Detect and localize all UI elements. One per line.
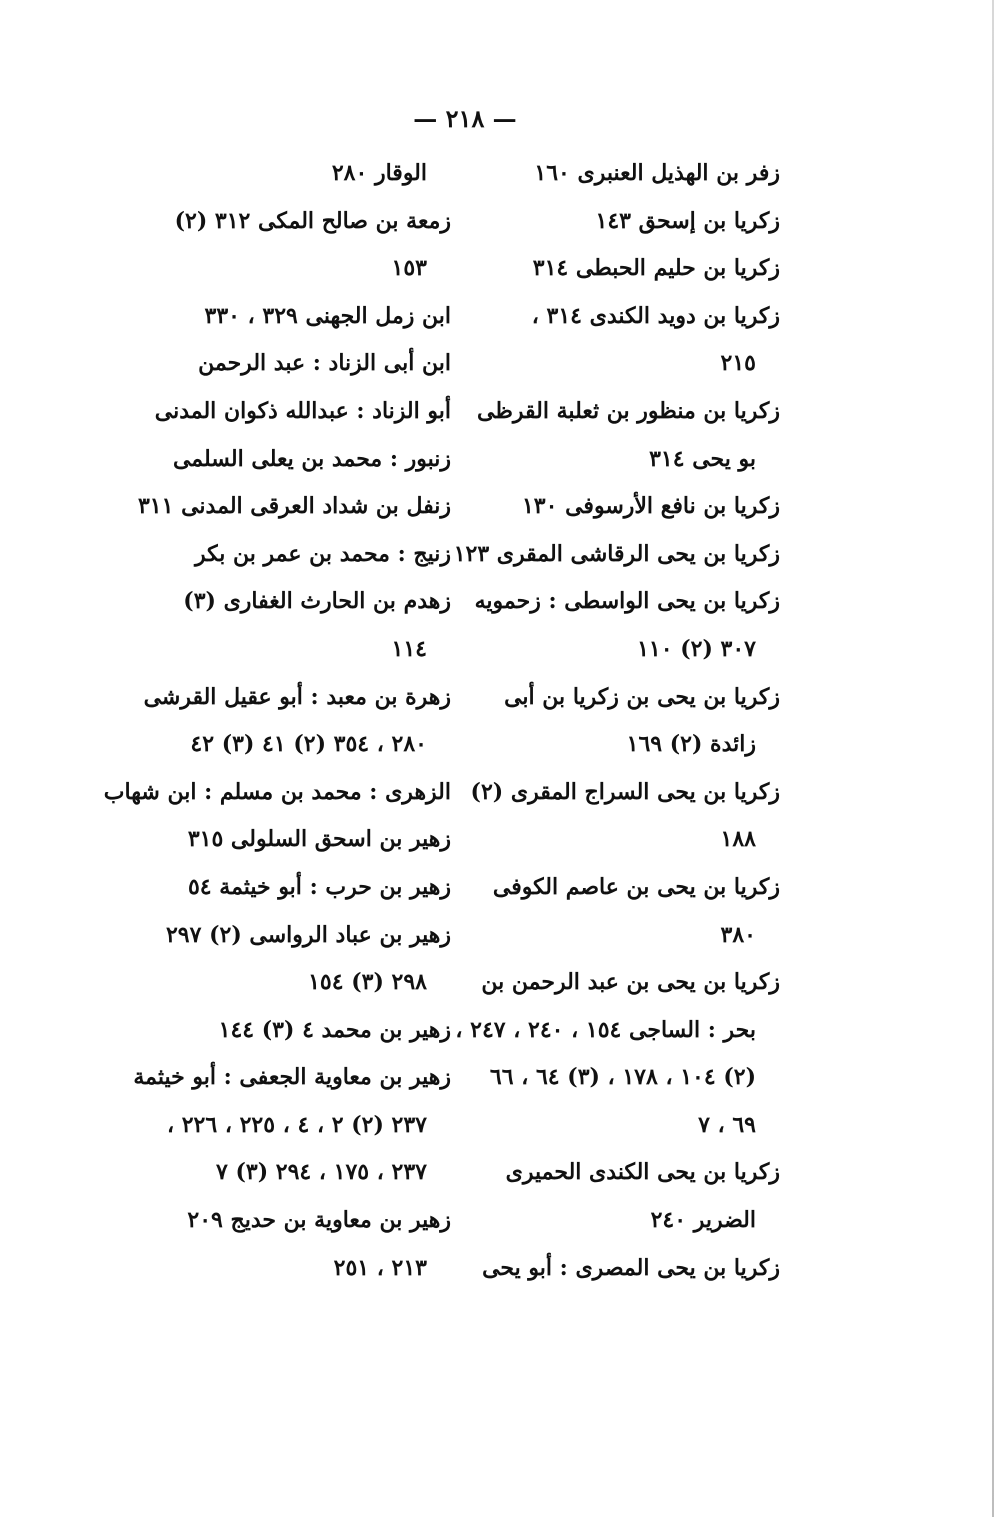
- index-entry-line: زكريا بن يحى المصرى : أبو يحى: [482, 1254, 780, 1281]
- index-entry-line: ٢٨٠ ، ٣٥٤ (٢) ٤١ (٣) ٤٢: [190, 731, 427, 758]
- index-entry-line: زهرة بن معبد : أبو عقيل القرشى: [143, 683, 451, 710]
- index-entry-line: ٢٩٨ (٣) ١٥٤: [308, 969, 427, 996]
- index-entry-line: ٢١٥: [720, 350, 756, 377]
- index-column-left: [103, 150, 451, 1292]
- index-entry-line: ٢٣٧ (٢) ٢ ، ٤ ، ٢٢٥ ، ٢٢٦ ،: [166, 1111, 427, 1138]
- index-entry-line: ٣٨٠: [720, 921, 756, 948]
- index-entry-line: زكريا بن منظور بن ثعلبة القرظى: [477, 397, 780, 424]
- index-entry-line: زفر بن الهذيل العنبرى ١٦٠: [534, 160, 780, 186]
- index-entry-line: زائدة (٢) ١٦٩: [626, 731, 756, 758]
- index-entry-line: زهير بن معاوية بن حديج ٢٠٩: [187, 1207, 451, 1234]
- index-entry-line: زكريا بن إسحق ١٤٣: [595, 207, 780, 234]
- index-entry-line: ٦٩ ، ٧: [698, 1111, 756, 1138]
- index-entry-line: زهير بن عباد الرواسى (٢) ٢٩٧: [165, 921, 451, 948]
- page-number: — ٢١٨ —: [413, 104, 517, 133]
- index-entry-line: زنبور : محمد بن يعلى السلمى: [172, 445, 451, 472]
- index-column-right: [453, 150, 780, 1292]
- index-entry-line: بو يحى ٣١٤: [649, 445, 756, 472]
- index-entry-line: زكريا بن يحى السراج المقرى (٢): [470, 778, 780, 805]
- index-entry-line: زكريا بن حليم الحبطى ٣١٤: [532, 255, 780, 282]
- index-entry-line: زهير بن محمد ٤ (٣) ١٤٤: [218, 1016, 451, 1043]
- index-entry-line: زكريا بن يحى بن زكريا بن أبى: [504, 683, 780, 710]
- index-entry-line: زكريا بن يحى بن عبد الرحمن بن: [481, 969, 780, 996]
- index-entry-line: زكريا بن يحى بن عاصم الكوفى: [492, 873, 780, 900]
- index-entry-line: زمعة بن صالح المكى ٣١٢ (٢): [174, 207, 451, 234]
- index-entry-line: زكريا بن يحى الرقاشى المقرى ١٢٣: [453, 540, 780, 567]
- index-entry-line: الزهرى : محمد بن مسلم : ابن شهاب: [103, 778, 451, 805]
- index-entry-line: (٢) ١٠٤ ، ١٧٨ ، (٣) ٦٤ ، ٦٦: [489, 1064, 756, 1091]
- index-entry-line: ٢٣٧ ، ١٧٥ ، ٢٩٤ (٣) ٧: [215, 1159, 427, 1186]
- index-entry-line: زكريا بن يحى الكندى الحميرى: [505, 1159, 780, 1186]
- index-entry-line: زهير بن حرب : أبو خيثمة ٥٤: [187, 873, 451, 900]
- index-entry-line: أبو الزناد : عبدالله ذكوان المدنى: [154, 397, 451, 424]
- index-entry-line: ابن زمل الجهنى ٣٢٩ ، ٣٣٠: [204, 302, 451, 329]
- index-entry-line: زكريا بن يحى الواسطى : زحمويه: [474, 588, 780, 615]
- index-entry-line: زهدم بن الحارث الغفارى (٣): [183, 588, 451, 615]
- index-entry-line: الوقار ٢٨٠: [331, 160, 427, 186]
- index-entry-line: ١٥٣: [391, 255, 427, 282]
- index-entry-line: زنيج : محمد بن عمر بن بكر: [194, 540, 451, 567]
- index-entry-line: زكريا بن نافع الأرسوفى ١٣٠: [521, 493, 780, 520]
- index-entry-line: زهير بن معاوية الجعفى : أبو خيثمة: [133, 1064, 451, 1091]
- index-entry-line: ١٨٨: [720, 826, 756, 853]
- index-entry-line: ٣٠٧ (٢) ١١٠: [637, 635, 756, 662]
- index-entry-line: زكريا بن دويد الكندى ٣١٤ ،: [531, 302, 780, 329]
- index-entry-line: ١١٤: [391, 635, 427, 662]
- index-entry-line: الضرير ٢٤٠: [650, 1207, 756, 1234]
- page-edge-shadow: [992, 0, 994, 1517]
- index-entry-line: ابن أبى الزناد : عبد الرحمن: [198, 350, 451, 377]
- index-entry-line: ٢١٣ ، ٢٥١: [333, 1254, 427, 1281]
- index-entry-line: زهير بن اسحق السلولى ٣١٥: [187, 826, 451, 853]
- index-entry-line: زنفل بن شداد العرقى المدنى ٣١١: [137, 493, 451, 520]
- index-entry-line: بحر : الساجى ١٥٤ ، ٢٤٠ ، ٢٤٧ ،: [455, 1016, 756, 1043]
